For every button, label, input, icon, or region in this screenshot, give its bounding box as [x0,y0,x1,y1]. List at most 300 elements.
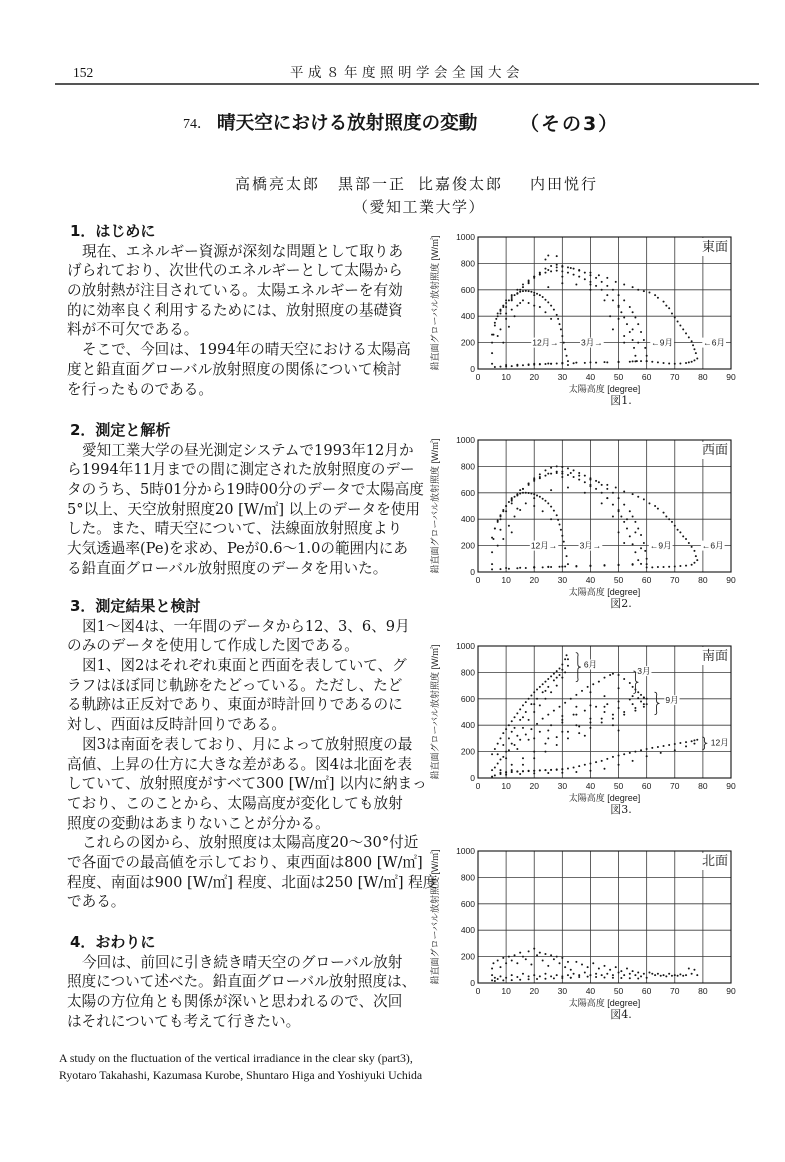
data-point [499,516,501,518]
data-point [550,724,552,726]
data-point [592,683,594,685]
data-point [495,318,497,320]
data-point [561,476,563,478]
data-point [544,743,546,745]
data-point [578,732,580,734]
data-point [539,975,541,977]
data-point [539,686,541,688]
text-line: ラフはほぼ同じ軌跡をたどっている。ただし、たど [67,676,403,694]
data-point [632,760,634,762]
data-point [644,347,646,349]
data-point [643,542,645,544]
data-point [570,698,572,700]
text-line: 5°以上、天空放射照度20 [W/㎡] 以上のデータを使用 [67,500,421,518]
data-point [542,566,544,568]
x-axis-label: 太陽高度 [degree] [568,793,641,803]
text-line: を行ったものである。 [67,380,213,398]
data-point [497,762,499,764]
data-point [674,743,676,745]
y-tick-label: 400 [460,720,475,731]
data-point [601,281,603,283]
section-conclusion [67,933,417,1031]
data-point [685,741,687,743]
data-point [654,294,656,296]
data-point [601,492,603,494]
data-point [634,317,636,319]
author-name: 内田悦行 [530,175,599,193]
data-point [629,331,631,333]
data-point [637,697,639,699]
data-point [536,689,538,691]
data-point [584,278,586,280]
data-point [584,492,586,494]
y-axis-label: 鉛直面グローバル放射照度 [W/㎡] [430,644,440,780]
data-point [533,292,535,294]
data-point [575,694,577,696]
data-point [542,498,544,500]
data-point [671,313,673,315]
data-point [643,706,645,708]
text-line: した。また、晴天空について、法線面放射照度より [67,520,403,538]
data-point [553,710,555,712]
x-tick-label: 30 [557,372,568,382]
data-point [592,962,594,964]
data-point [578,475,580,477]
data-point [539,306,541,308]
data-point [561,565,563,567]
data-point [595,277,597,279]
data-point [567,474,569,476]
data-point [556,677,558,679]
data-point [573,766,575,768]
data-point [528,719,530,721]
data-point [604,695,606,697]
data-point [519,492,521,494]
data-point [561,276,563,278]
text-line: ており、このことから、太陽高度が変化しても放射 [67,794,403,812]
data-point [522,286,524,288]
data-point [522,299,524,301]
data-point [533,566,535,568]
data-point [575,284,577,286]
paragraph [67,441,424,579]
data-point [626,323,628,325]
y-tick-label: 0 [470,567,475,577]
data-point [578,974,580,976]
data-point [634,551,636,553]
data-point [692,344,694,346]
x-tick-label: 0 [475,575,481,585]
data-point [682,328,684,330]
data-point [519,567,521,569]
data-point [573,714,575,716]
data-point [643,290,645,292]
data-point [536,494,538,496]
data-point [505,962,507,964]
data-point [561,466,563,468]
data-point [505,728,507,730]
data-point [550,363,552,365]
text-line: 図3は南面を表しており、月によって放射照度の最 [82,735,413,753]
data-point [544,268,546,270]
data-point [511,743,513,745]
data-point [632,686,634,688]
x-tick-label: 60 [641,575,652,585]
data-point [612,756,614,758]
data-point [561,731,563,733]
data-point [525,958,527,960]
data-point [575,714,577,716]
data-point [539,731,541,733]
data-point [646,703,648,705]
data-point [575,724,577,726]
data-point [528,698,530,700]
data-point [612,977,614,979]
data-point [663,512,665,514]
data-point [612,492,614,494]
y-tick-label: 600 [460,487,475,498]
data-point [547,502,549,504]
face-label: 北面 [701,854,728,869]
data-point [567,563,569,565]
data-point [522,757,524,759]
x-tick-label: 0 [475,781,481,791]
annotation-label: 3月→ [580,337,603,348]
y-tick-label: 400 [460,514,475,525]
data-point [499,310,501,312]
data-point [561,362,563,364]
data-point [505,757,507,759]
data-point [632,286,634,288]
data-point [542,296,544,298]
text-line: ら1994年11月までの間に測定された放射照度のデー [67,461,415,479]
data-point [575,362,577,364]
data-point [553,510,555,512]
data-point [618,294,620,296]
data-point [679,565,681,567]
x-tick-label: 30 [557,986,568,996]
data-point [508,568,510,570]
figure-caption: 図4. [610,1008,632,1021]
data-point [533,363,535,365]
data-point [674,363,676,365]
data-point [589,272,591,274]
data-point [668,362,670,364]
data-point [567,961,569,963]
text-line: これらの図から、放射照度は太陽高度20〜30°付近 [82,834,419,852]
data-point [648,971,650,973]
data-point [573,268,575,270]
data-point [637,978,639,980]
x-tick-label: 70 [670,575,680,585]
data-point [556,670,558,672]
data-point [514,496,516,498]
data-point [559,674,561,676]
data-point [601,718,603,720]
data-point [685,332,687,334]
data-point [632,493,634,495]
data-point [561,772,563,774]
data-point [497,335,499,337]
data-point [528,978,530,980]
data-point [623,678,625,680]
data-point [528,363,530,365]
data-point [606,758,608,760]
figure-4-north-face-chart [425,839,745,1031]
data-point [539,476,541,478]
data-point [626,527,628,529]
data-point [528,290,530,292]
data-point [581,964,583,966]
data-point [533,770,535,772]
figure-caption: 図1. [610,394,632,407]
data-point [561,473,563,475]
data-point [528,770,530,772]
data-point [677,320,679,322]
data-point [553,977,555,979]
page-number: 152 [73,65,94,80]
data-point [550,566,552,568]
data-point [553,673,555,675]
data-point [497,978,499,980]
x-axis-label: 太陽高度 [degree] [568,587,641,597]
data-point [494,527,496,529]
data-point [533,757,535,759]
data-point [561,715,563,717]
data-point [651,566,653,568]
data-point [654,505,656,507]
data-point [595,488,597,490]
data-point [660,975,662,977]
data-point [525,701,527,703]
data-point [665,975,667,977]
data-point [550,675,552,677]
data-point [502,744,504,746]
data-point [547,254,549,256]
data-point [542,718,544,720]
data-point [516,748,518,750]
data-point [544,978,546,980]
data-point [550,506,552,508]
data-point [674,565,676,567]
data-point [533,497,535,499]
data-point [550,473,552,475]
data-point [665,305,667,307]
data-point [691,973,693,975]
data-point [491,753,493,755]
data-point [505,771,507,773]
data-point [646,563,648,565]
data-point [618,531,620,533]
x-tick-label: 90 [726,986,736,996]
data-point [516,494,518,496]
data-point [566,355,568,357]
data-point [606,484,608,486]
data-point [629,682,631,684]
data-point [632,516,634,518]
figure-caption: 図3. [610,803,632,816]
data-point [561,663,563,665]
data-point [491,551,493,553]
data-point [693,359,695,361]
data-point [629,752,631,754]
data-point [589,565,591,567]
data-point [494,980,496,982]
data-point [559,706,561,708]
data-point [502,957,504,959]
data-point [578,472,580,474]
data-point [634,707,636,709]
data-point [519,302,521,304]
data-point [632,543,634,545]
data-point [563,541,565,543]
x-tick-label: 0 [475,986,481,996]
data-point [557,318,559,320]
data-point [511,960,513,962]
data-point [578,976,580,978]
data-point [505,313,507,315]
data-point [632,563,634,565]
data-point [499,518,501,520]
data-point [567,731,569,733]
annotation-label: 12月→ [530,540,558,551]
data-point [632,311,634,313]
text-line: していて、放射照度がすべて300 [W/㎡] 以内に納まっ [67,775,427,793]
data-point [696,974,698,976]
data-point [499,966,501,968]
data-point [623,335,625,337]
data-point [505,510,507,512]
data-point [601,760,603,762]
data-point [612,673,614,675]
data-point [696,559,698,561]
data-point [573,469,575,471]
data-point [651,973,653,975]
data-point [544,751,546,753]
annotation-label: 3月 [637,666,651,677]
data-point [528,950,530,952]
y-tick-label: 600 [460,898,475,909]
data-point [505,505,507,507]
data-point [514,744,516,746]
data-point [530,964,532,966]
data-point [646,698,648,700]
data-point [589,974,591,976]
data-point [533,751,535,753]
data-point [499,568,501,570]
data-point [516,364,518,366]
data-point [646,355,648,357]
data-point [634,531,636,533]
data-point [508,501,510,503]
data-point [643,703,645,705]
data-point [494,748,496,750]
data-point [693,739,695,741]
data-point [584,272,586,274]
data-point [677,975,679,977]
y-tick-label: 1000 [456,435,475,445]
text-line: 対し、西面は反時計回りである。 [67,716,286,734]
paragraph [67,953,417,1032]
author-name: 比嘉俊太郎 [418,175,504,193]
annotation-label: ←9月 [649,540,672,551]
data-point [511,720,513,722]
data-point [668,973,670,975]
data-point [560,529,562,531]
data-point [550,518,552,520]
data-point [634,751,636,753]
data-point [688,361,690,363]
data-point [606,497,608,499]
figure-1-east-face-chart [425,225,745,417]
x-tick-label: 70 [670,781,680,791]
data-point [598,967,600,969]
y-tick-label: 200 [460,540,475,551]
data-point [612,974,614,976]
data-point [693,743,695,745]
data-point [550,489,552,491]
data-point [612,718,614,720]
data-point [618,764,620,766]
text-line: 現在、エネルギー資源が深刻な問題として取りあ [82,242,404,260]
data-point [573,476,575,478]
data-point [516,508,518,510]
data-point [547,965,549,967]
x-tick-label: 50 [613,372,624,382]
data-point [528,739,530,741]
data-point [629,306,631,308]
english-title: A study on the fluctuation of the vertical irradiance in the clear sky (part3), [59,1051,413,1065]
data-point [544,272,546,274]
data-point [567,360,569,362]
data-point [561,270,563,272]
data-point [550,769,552,771]
data-point [522,290,524,292]
data-point [632,339,634,341]
data-point [516,293,518,295]
data-point [522,364,524,366]
paper-number: 74． [183,117,211,132]
data-point [499,975,501,977]
data-point [606,285,608,287]
text-line: はそれについても考えて行きたい。 [67,1012,301,1030]
data-point [544,953,546,955]
data-point [539,363,541,365]
data-point [561,266,563,268]
annotation-label: 12月→ [532,337,559,348]
data-point [561,335,563,337]
data-point [663,362,665,364]
data-point [598,274,600,276]
data-point [533,691,535,693]
data-point [499,759,501,761]
data-point [547,286,549,288]
data-point [578,726,580,728]
x-tick-label: 80 [698,986,708,996]
data-point [693,969,695,971]
data-point [640,563,642,565]
data-point [516,567,518,569]
y-tick-label: 400 [460,311,475,322]
data-point [620,311,622,313]
data-point [544,311,546,313]
data-point [508,299,510,301]
paragraph [67,833,438,912]
data-point [679,362,681,364]
data-point [547,714,549,716]
data-point [556,685,558,687]
data-point [634,355,636,357]
